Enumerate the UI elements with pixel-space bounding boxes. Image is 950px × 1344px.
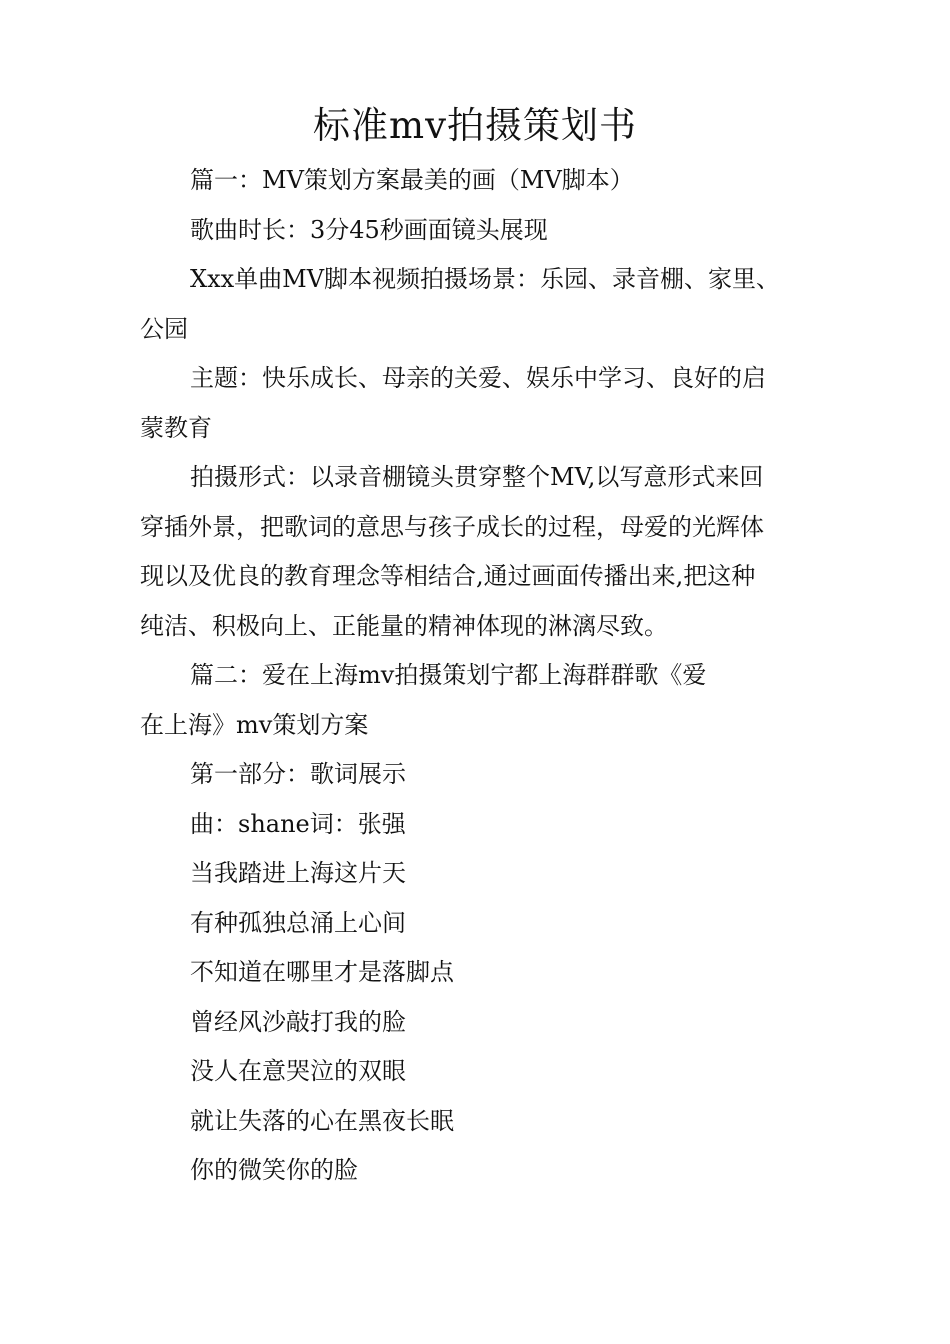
section-heading-1: 篇一：MV策划方案最美的画（MV脚本） xyxy=(190,166,634,194)
part-one-heading: 第一部分：歌词展示 xyxy=(190,760,406,788)
shooting-scenes-line1: Xxx单曲MV脚本视频拍摄场景：乐园、录音棚、家里、 xyxy=(190,265,781,293)
lyric-line: 就让失落的心在黑夜长眠 xyxy=(190,1106,454,1135)
lyric-line: 当我踏进上海这片天 xyxy=(190,859,406,887)
lyric-line: 不知道在哪里才是落脚点 xyxy=(190,958,454,986)
shooting-form-line3: 现以及优良的教育理念等相结合,通过画面传播出来,把这种 xyxy=(140,562,756,590)
lyric-line: 有种孤独总涌上心间 xyxy=(190,908,406,937)
section-heading-2-line2: 在上海》mv策划方案 xyxy=(140,710,369,739)
song-duration: 歌曲时长：3分45秒画面镜头展现 xyxy=(190,215,548,244)
shooting-form-line1: 拍摄形式：以录音棚镜头贯穿整个MV,以写意形式来回 xyxy=(190,463,764,491)
section-heading-2-line1: 篇二：爱在上海mv拍摄策划宁都上海群群歌《爱 xyxy=(190,661,707,689)
theme-line1: 主题：快乐成长、母亲的关爱、娱乐中学习、良好的启 xyxy=(190,364,766,392)
lyric-line: 没人在意哭泣的双眼 xyxy=(190,1057,406,1085)
lyric-line: 你的微笑你的脸 xyxy=(190,1156,358,1184)
theme-line2: 蒙教育 xyxy=(140,413,212,442)
document-title: 标准mv拍摄策划书 xyxy=(313,104,637,147)
shooting-scenes-line2: 公园 xyxy=(140,314,188,343)
shooting-form-line2: 穿插外景，把歌词的意思与孩子成长的过程，母爱的光辉体 xyxy=(140,512,764,541)
lyric-line: 曾经风沙敲打我的脸 xyxy=(190,1007,406,1036)
credits-line: 曲：shane词：张强 xyxy=(190,809,406,838)
shooting-form-line4: 纯洁、积极向上、正能量的精神体现的淋漓尽致。 xyxy=(140,611,668,640)
